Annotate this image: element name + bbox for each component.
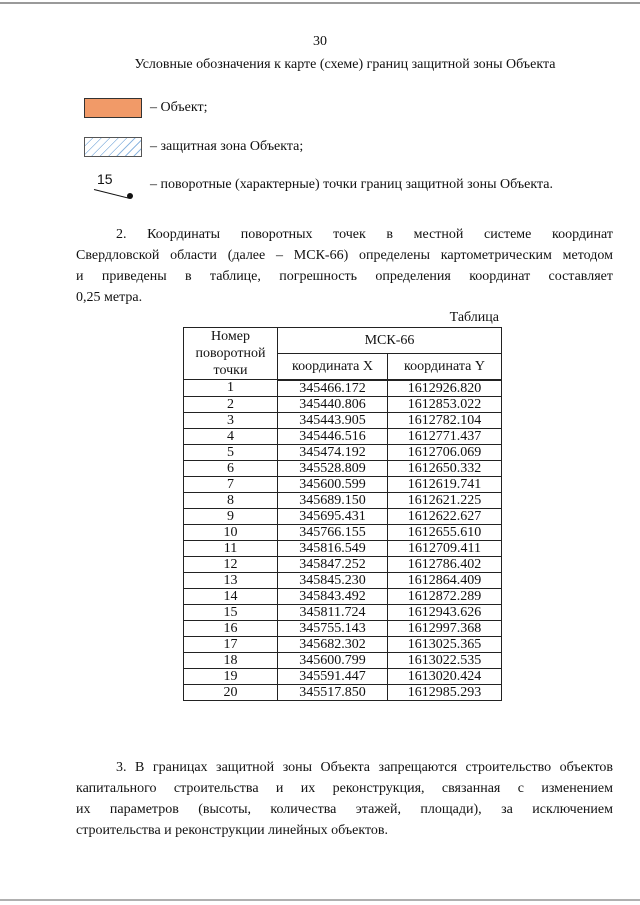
cell-x: 345689.150 xyxy=(278,492,388,508)
cell-y: 1612622.627 xyxy=(388,508,502,524)
cell-y: 1612621.225 xyxy=(388,492,502,508)
cell-x: 345843.492 xyxy=(278,588,388,604)
cell-x: 345600.599 xyxy=(278,476,388,492)
col-header-system: МСК-66 xyxy=(278,328,502,354)
legend-zone-label: – защитная зона Объекта; xyxy=(150,139,304,154)
cell-point-number: 16 xyxy=(184,620,278,636)
cell-point-number: 8 xyxy=(184,492,278,508)
cell-point-number: 10 xyxy=(184,524,278,540)
cell-point-number: 15 xyxy=(184,604,278,620)
cell-y: 1612655.610 xyxy=(388,524,502,540)
cell-y: 1612786.402 xyxy=(388,556,502,572)
col-header-point: Номер поворотной точки xyxy=(184,328,278,380)
legend-point-label: – поворотные (характерные) точки границ защитной зоны Объекта. xyxy=(150,177,553,192)
table-row xyxy=(184,684,502,700)
bottom-scan-border xyxy=(0,899,640,901)
coordinates-table xyxy=(183,327,502,701)
cell-x: 345811.724 xyxy=(278,604,388,620)
cell-x: 345466.172 xyxy=(278,380,388,397)
paragraph-3 xyxy=(76,757,613,841)
cell-y: 1612864.409 xyxy=(388,572,502,588)
paragraph-line: их параметров (высоты, количества этажей, площади), за исключением xyxy=(76,802,613,817)
object-swatch-icon xyxy=(84,98,142,118)
cell-x: 345517.850 xyxy=(278,684,388,700)
table-row xyxy=(184,524,502,540)
cell-y: 1612943.626 xyxy=(388,604,502,620)
cell-y: 1612709.411 xyxy=(388,540,502,556)
legend-object-label: – Объект; xyxy=(150,100,208,115)
cell-y: 1612997.368 xyxy=(388,620,502,636)
cell-y: 1612771.437 xyxy=(388,428,502,444)
cell-point-number: 17 xyxy=(184,636,278,652)
cell-x: 345695.431 xyxy=(278,508,388,524)
paragraph-line: строительства и реконструкции линейных объектов. xyxy=(76,823,389,838)
page-number: 30 xyxy=(313,34,327,49)
cell-x: 345766.155 xyxy=(278,524,388,540)
table-row xyxy=(184,380,502,397)
turning-point-marker-icon xyxy=(84,171,144,205)
cell-point-number: 12 xyxy=(184,556,278,572)
table-row xyxy=(184,508,502,524)
cell-y: 1613020.424 xyxy=(388,668,502,684)
cell-x: 345591.447 xyxy=(278,668,388,684)
col-header-y: координата Y xyxy=(388,353,502,379)
cell-point-number: 2 xyxy=(184,396,278,412)
cell-y: 1613022.535 xyxy=(388,652,502,668)
table-row xyxy=(184,588,502,604)
cell-point-number: 4 xyxy=(184,428,278,444)
cell-x: 345443.905 xyxy=(278,412,388,428)
turning-point-number: 15 xyxy=(97,171,113,187)
cell-y: 1612985.293 xyxy=(388,684,502,700)
table-row xyxy=(184,460,502,476)
cell-x: 345816.549 xyxy=(278,540,388,556)
cell-x: 345682.302 xyxy=(278,636,388,652)
table-row xyxy=(184,492,502,508)
table-row xyxy=(184,540,502,556)
paragraph-line: капитального строительства и их реконструкция, связанная с изменением xyxy=(76,781,613,796)
cell-x: 345474.192 xyxy=(278,444,388,460)
cell-point-number: 18 xyxy=(184,652,278,668)
cell-y: 1612872.289 xyxy=(388,588,502,604)
table-row xyxy=(184,428,502,444)
cell-point-number: 20 xyxy=(184,684,278,700)
cell-point-number: 5 xyxy=(184,444,278,460)
col-header-x: координата X xyxy=(278,353,388,379)
table-row xyxy=(184,652,502,668)
legend-heading: Условные обозначения к карте (схеме) границ защитной зоны Объекта xyxy=(134,57,556,72)
cell-x: 345847.252 xyxy=(278,556,388,572)
table-row xyxy=(184,476,502,492)
hatched-zone-swatch-icon xyxy=(84,137,142,157)
table-row xyxy=(184,444,502,460)
cell-x: 345528.809 xyxy=(278,460,388,476)
cell-x: 345600.799 xyxy=(278,652,388,668)
cell-y: 1612650.332 xyxy=(388,460,502,476)
table-row xyxy=(184,412,502,428)
cell-point-number: 7 xyxy=(184,476,278,492)
cell-x: 345845.230 xyxy=(278,572,388,588)
cell-y: 1613025.365 xyxy=(388,636,502,652)
table-row xyxy=(184,620,502,636)
cell-point-number: 11 xyxy=(184,540,278,556)
cell-y: 1612782.104 xyxy=(388,412,502,428)
cell-point-number: 6 xyxy=(184,460,278,476)
table-row xyxy=(184,396,502,412)
cell-point-number: 3 xyxy=(184,412,278,428)
table-row xyxy=(184,604,502,620)
cell-x: 345446.516 xyxy=(278,428,388,444)
cell-point-number: 9 xyxy=(184,508,278,524)
top-scan-border xyxy=(0,2,640,4)
paragraph-2 xyxy=(76,224,613,308)
cell-point-number: 13 xyxy=(184,572,278,588)
cell-y: 1612706.069 xyxy=(388,444,502,460)
table-row xyxy=(184,556,502,572)
paragraph-line: и приведены в таблице, погрешность определения координат составляет xyxy=(76,269,613,284)
table-caption: Таблица xyxy=(449,310,499,325)
cell-x: 345440.806 xyxy=(278,396,388,412)
cell-point-number: 19 xyxy=(184,668,278,684)
paragraph-line: Свердловской области (далее – МСК-66) определены картометрическим методом xyxy=(76,248,613,263)
cell-point-number: 1 xyxy=(184,380,278,397)
cell-y: 1612619.741 xyxy=(388,476,502,492)
paragraph-line: 0,25 метра. xyxy=(76,290,143,305)
cell-y: 1612853.022 xyxy=(388,396,502,412)
cell-x: 345755.143 xyxy=(278,620,388,636)
table-row xyxy=(184,668,502,684)
table-row xyxy=(184,636,502,652)
table-row xyxy=(184,572,502,588)
cell-point-number: 14 xyxy=(184,588,278,604)
paragraph-line: 2. Координаты поворотных точек в местной системе координат xyxy=(116,227,613,242)
cell-y: 1612926.820 xyxy=(388,380,502,397)
paragraph-line: 3. В границах защитной зоны Объекта запрещаются строительство объектов xyxy=(116,760,613,775)
coordinates-table-body xyxy=(184,380,502,701)
